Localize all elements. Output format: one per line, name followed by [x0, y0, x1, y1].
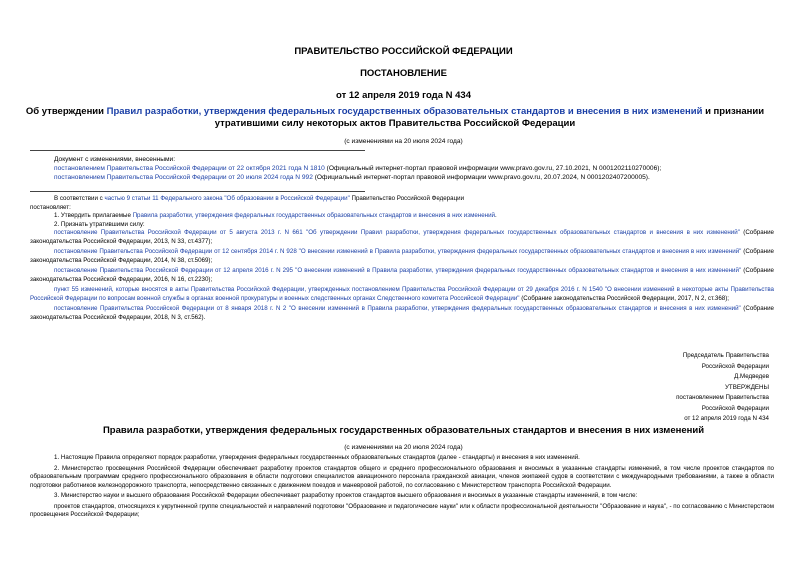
law-link[interactable]: частью 9 статьи 11 Федерального закона "Об образовании в Российской Федерации" — [104, 195, 350, 202]
paragraph: постановление Правительства Российской Федерации от 12 сентября 2014 г. N 928 "О внесении изменений в Правила разработки, утверждения федеральных государственных образовательных стандартов и внесения в них изменений" (Собрание законодательства Российской Федерации, 2014, N 38, ст.5069); — [30, 248, 774, 264]
approved-country: Российской Федерации — [701, 404, 769, 412]
doc-type-heading: ПОСТАНОВЛЕНИЕ — [360, 68, 447, 79]
signature-name: Д.Медведев — [734, 373, 769, 380]
rules-link[interactable]: Правила разработки, утверждения федеральных государственных образовательных стандартов и внесения в них изменений — [132, 212, 495, 219]
paragraph: постановление Правительства Российской Федерации от 5 августа 2013 г. N 661 "Об утверждении Правил разработки, утверждения федеральных государственных образовательных стандартов и внесения в них изменений" (Собрание законодательства Российской Федерации, 2013, N 33, ст.4377); — [30, 229, 774, 245]
approved-label: УТВЕРЖДЕНЫ — [725, 383, 769, 391]
amendment-item: постановлением Правительства Российской Федерации от 20 июля 2024 года N 992 (Официальный интернет-портал правовой информации www.pravo.gov.ru, 20.07.2024, N 0001202407200005). — [54, 174, 650, 181]
paragraph: постановляет: — [30, 203, 71, 211]
amendment-item: постановлением Правительства Российской Федерации от 22 октября 2021 года N 1810 (Официальный интернет-портал правовой информации www.pravo.gov.ru, 27.10.2021, N 0001202110270006); — [54, 165, 662, 172]
paragraph: постановление Правительства Российской Федерации от 12 апреля 2016 г. N 295 "О внесении изменений в Правила разработки, утверждения федеральных государственных образовательных стандартов и внесения в них изменений" (Собрание законодательства Российской Федерации, 2016, N 16, ст.2230); — [30, 267, 774, 283]
title-link[interactable]: Правил разработки, утверждения федеральных государственных образовательных стандартов и внесения в них изменений — [106, 106, 703, 117]
resolution-body — [30, 195, 774, 322]
rule-paragraph: 2. Министерство просвещения Российской Федерации обеспечивает разработку проектов стандартов общего и среднего профессионального образования и вносимых в указанные стандарты изменений, в том числе проектов стандартов по образовательным программам среднего профессионального образования в области подготовки специалистов авиационного персонала гражданской авиации, членов экипажей судов в соответствии с международными требованиями, а также в области подготовки работников железнодорожного транспорта, непосредственно связанных с движением поездов и маневровой работой, по согласованию с Министерством транспорта Российской Федерации. — [30, 464, 774, 489]
amendments-intro: Документ с изменениями, внесенными: — [54, 156, 176, 163]
rule-paragraph: 3. Министерство науки и высшего образования Российской Федерации обеспечивает разработку проектов стандартов высшего образования и вносимых в указанные стандарты изменений, в том числе: — [54, 492, 638, 499]
amendments-block — [54, 155, 784, 182]
signature-country: Российской Федерации — [701, 362, 769, 370]
approved-date: от 12 апреля 2019 года N 434 — [684, 415, 769, 422]
title-prefix: Об утверждении — [25, 106, 107, 117]
authority-heading: ПРАВИТЕЛЬСТВО РОССИЙСКОЙ ФЕДЕРАЦИИ — [294, 46, 513, 57]
approved-by: постановлением Правительства — [676, 394, 769, 401]
amendment-link-2[interactable]: постановлением Правительства Российской Федерации от 20 июля 2024 года N 992 — [54, 174, 313, 181]
separator-top — [30, 150, 365, 151]
document-title — [0, 106, 790, 130]
signature-block — [676, 351, 769, 425]
paragraph: 2. Признать утратившими силу: — [54, 220, 145, 228]
paragraph: постановление Правительства Российской Федерации от 8 января 2018 г. N 2 "О внесении изменений в Правила разработки, утверждения федеральных государственных образовательных стандартов и внесения в них изменений" (Собрание законодательства Российской Федерации, 2018, N 3, ст.562). — [30, 305, 774, 321]
signature-position: Председатель Правительства — [682, 352, 769, 359]
repealed-act-link-4[interactable]: пункт 55 изменений, которые вносятся в акты Правительства Российской Федерации, утвержденных постановлением Правительства Российской Федерации от 29 декабря 2016 г. N 1540 "О внесении изменений в некоторые акты Правительства Российской Федерации по вопросам военной службы в органах военной прокуратуры и военных следственных органах Следственного комитета Российской Федерации" — [30, 286, 774, 302]
repealed-act-link-1[interactable]: постановление Правительства Российской Федерации от 5 августа 2013 г. N 661 "Об утверждении Правил разработки, утверждения федеральных государственных образовательных стандартов и внесения в них изменений" — [54, 229, 740, 236]
rule-paragraph: проектов стандартов, относящихся к укрупненной группе специальностей и направлений подготовки "Образование и педагогические науки" или к области профессиональной деятельности "Образование и наука", - по согласованию с Министерством просвещения Российской Федерации; — [30, 502, 774, 518]
amendment-link-1[interactable]: постановлением Правительства Российской Федерации от 22 октября 2021 года N 1810 — [54, 165, 325, 172]
separator-bottom — [30, 191, 365, 192]
repealed-act-link-5[interactable]: постановление Правительства Российской Федерации от 8 января 2018 г. N 2 "О внесении изменений в Правила разработки, утверждения федеральных государственных образовательных стандартов и внесения в них изменений" — [54, 305, 741, 312]
title-suffix: и признании — [702, 106, 765, 117]
paragraph: 1. Утвердить прилагаемые Правила разработки, утверждения федеральных государственных образовательных стандартов и внесения в них изменений. — [54, 212, 497, 219]
repealed-act-link-2[interactable]: постановление Правительства Российской Федерации от 12 сентября 2014 г. N 928 "О внесении изменений в Правила разработки, утверждения федеральных государственных образовательных стандартов и внесения в них изменений" — [54, 248, 742, 255]
repealed-act-link-3[interactable]: постановление Правительства Российской Федерации от 12 апреля 2016 г. N 295 "О внесении изменений в Правила разработки, утверждения федеральных государственных образовательных стандартов и внесения в них изменений" — [54, 267, 742, 274]
paragraph: пункт 55 изменений, которые вносятся в акты Правительства Российской Федерации, утвержденных постановлением Правительства Российской Федерации от 29 декабря 2016 г. N 1540 "О внесении изменений в некоторые акты Правительства Российской Федерации по вопросам военной службы в органах военной прокуратуры и военных следственных органах Следственного комитета Российской Федерации" (Собрание законодательства Российской Федерации, 2017, N 2, ст.368); — [30, 286, 774, 302]
rules-changes-note: (с изменениями на 20 июля 2024 года) — [344, 444, 463, 451]
rules-title: Правила разработки, утверждения федеральных государственных образовательных стандартов и внесения в них изменений — [102, 425, 705, 436]
rule-paragraph: 1. Настоящие Правила определяют порядок разработки, утверждения федеральных государственных образовательных стандартов (далее - стандарты) и внесения в них изменений. — [54, 454, 580, 461]
rules-body — [30, 454, 774, 520]
date-number: от 12 апреля 2019 года N 434 — [336, 90, 471, 101]
title-line2: утратившими силу некоторых актов Правительства Российской Федерации — [214, 118, 576, 129]
paragraph: В соответствии с частью 9 статьи 11 Федерального закона "Об образовании в Российской Федерации" Правительство Российской Федерации — [54, 195, 465, 202]
changes-note: (с изменениями на 20 июля 2024 года) — [344, 138, 463, 145]
